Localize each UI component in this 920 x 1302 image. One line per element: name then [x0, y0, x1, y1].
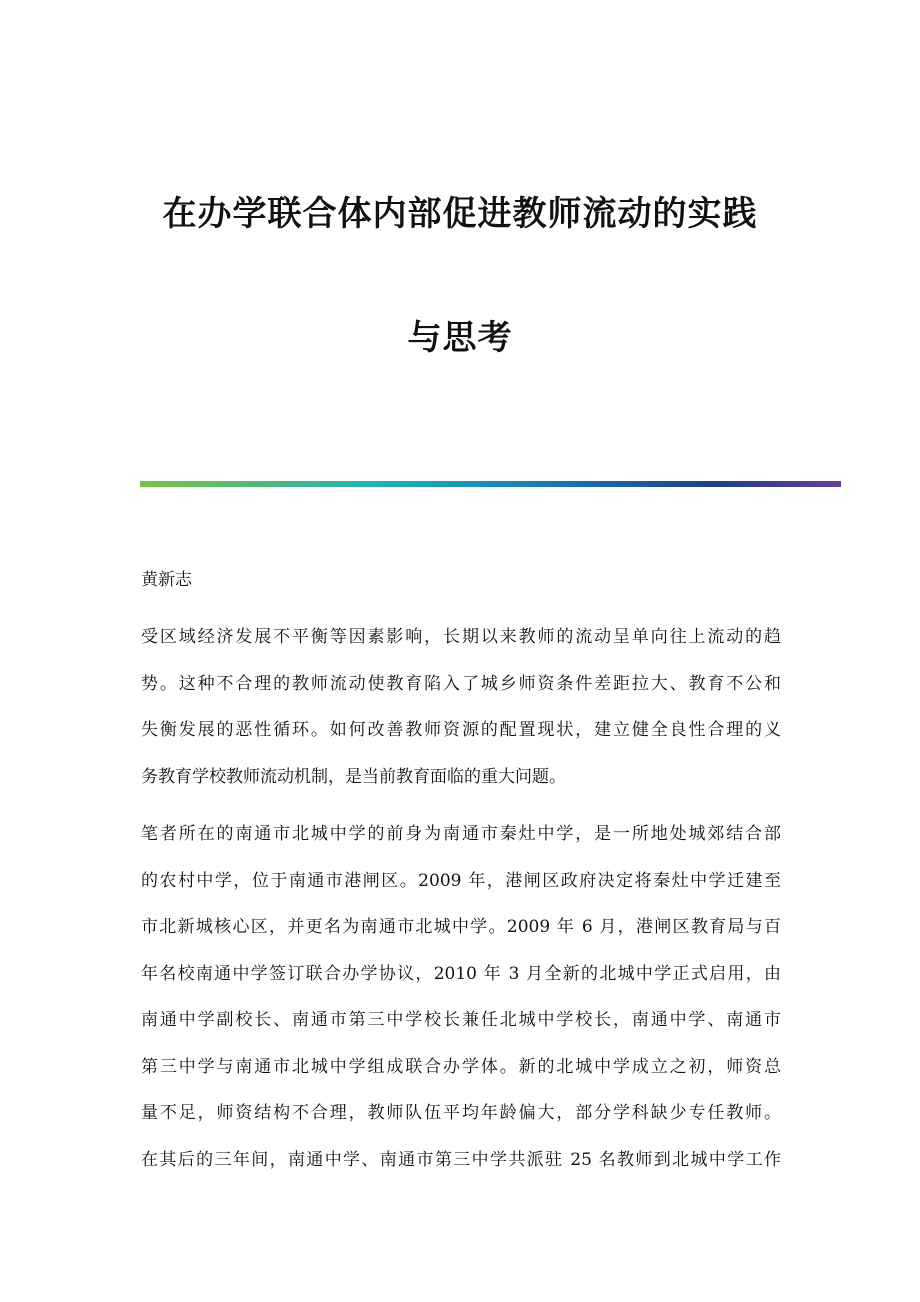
paragraph-line: 量不足，师资结构不合理，教师队伍平均年龄偏大，部分学科缺少专任教师。: [141, 1103, 781, 1123]
paragraph-2: [141, 811, 781, 1183]
paragraph-line: 务教育学校教师流动机制，是当前教育面临的重大问题。: [141, 766, 566, 787]
paragraph-line: 笔者所在的南通市北城中学的前身为南通市秦灶中学，是一所地处城郊结合部: [141, 824, 781, 844]
paragraph-line: 第三中学与南通市北城中学组成联合办学体。新的北城中学成立之初，师资总: [141, 1056, 781, 1077]
paragraph-line: 势。这种不合理的教师流动使教育陷入了城乡师资条件差距拉大、教育不公和: [141, 673, 781, 694]
title-line-2: 与思考: [407, 318, 513, 358]
paragraph-1: [141, 614, 781, 800]
document-title: [0, 188, 920, 364]
paragraph-line: 失衡发展的恶性循环。如何改善教师资源的配置现状，建立健全良性合理的义: [141, 720, 781, 740]
paragraph-line: 年名校南通中学签订联合办学协议，2010 年 3 月全新的北城中学正式启用，由: [141, 963, 781, 984]
paragraph-line: 南通中学副校长、南通市第三中学校长兼任北城中学校长，南通中学、南通市: [141, 1010, 781, 1030]
paragraph-line: 受区域经济发展不平衡等因素影响，长期以来教师的流动呈单向往上流动的趋: [141, 627, 781, 647]
author-name: 黄新志: [141, 570, 192, 590]
paragraph-line: 市北新城核心区，并更名为南通市北城中学。2009 年 6 月，港闸区教育局与百: [141, 917, 781, 937]
title-line-1: 在办学联合体内部促进教师流动的实践: [162, 194, 758, 234]
paragraph-line: 在其后的三年间，南通中学、南通市第三中学共派驻 25 名教师到北城中学工作: [141, 1149, 781, 1170]
gradient-divider: [140, 481, 841, 487]
paragraph-line: 的农村中学，位于南通市港闸区。2009 年，港闸区政府决定将秦灶中学迁建至: [141, 870, 781, 891]
